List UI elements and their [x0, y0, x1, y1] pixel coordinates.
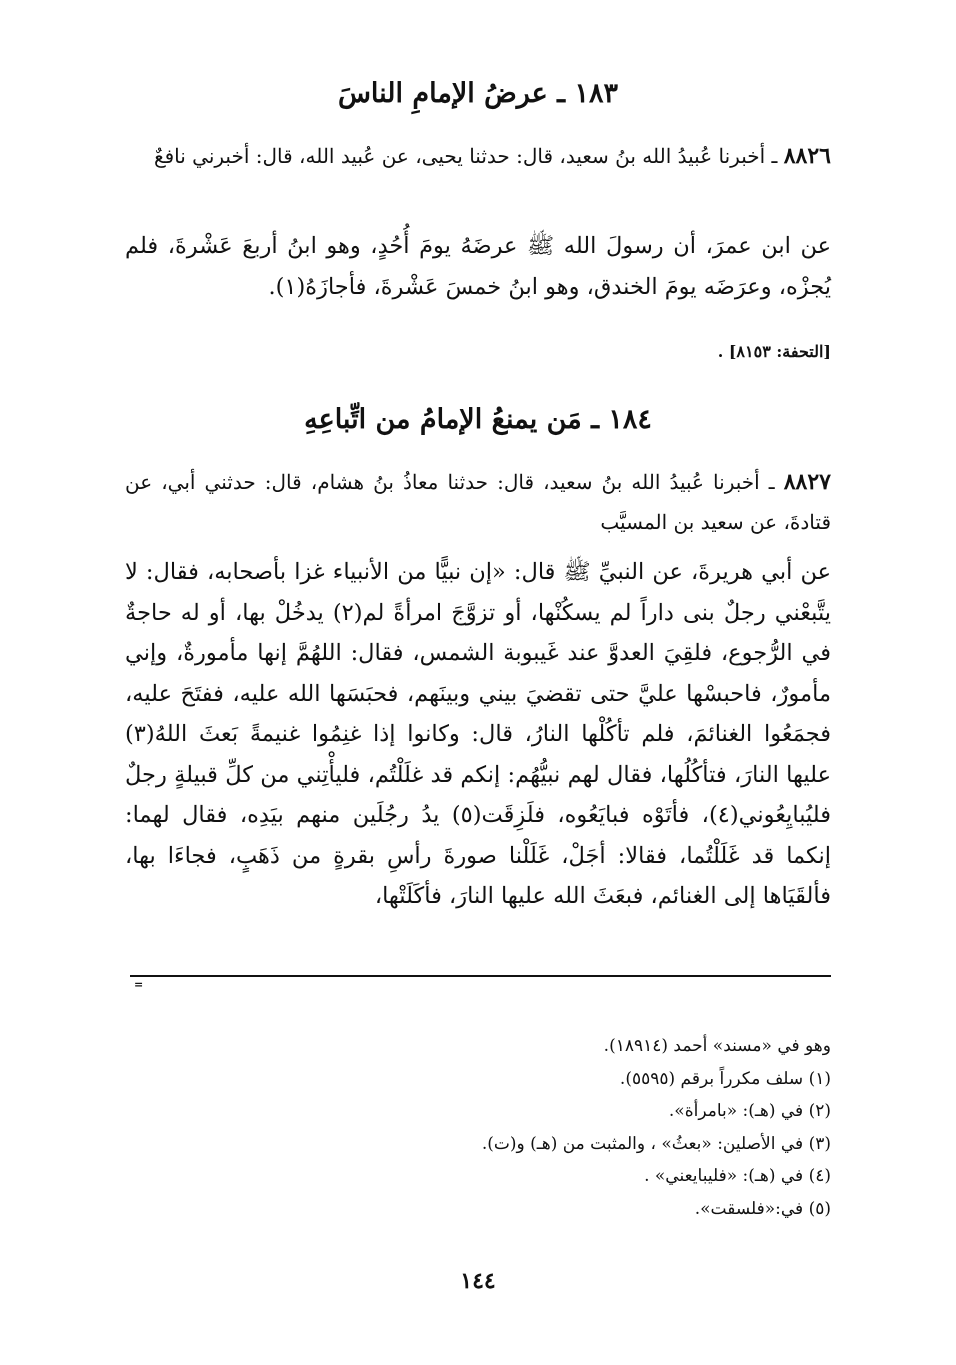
hadith-8826-isnad	[125, 136, 831, 176]
footnote-item: (١) سلف مكرراً برقم (٥٥٩٥).	[619, 1068, 831, 1089]
hadith-8827-isnad	[125, 462, 831, 542]
tuhfa-reference-8826: [التحفة: ٨١٥٣] .	[717, 342, 831, 361]
footnote-item: (٢) في (هـ): «بامرأة».	[668, 1101, 831, 1121]
footnotes	[125, 1030, 831, 1225]
chapter-184-heading: ١٨٤ ـ مَن يمنعُ الإمامُ من اتِّباعِهِ	[304, 404, 652, 435]
hadith-8827-matn: عن أبي هريرةَ، عن النبيِّ ﷺ قال: «إن نبيًّا من الأنبياء غزا بأصحابه، فقال: لا يتَّبعْني رجلٌ بنى داراً لم يسكُنْها، أو تزوَّجَ امرأةً لم(٢) يدخُلْ بها، أو له حاجةٌ في الرُّجوع، فلقِيَ العدوَّ عند غَيبوبة الشمس، فقال: اللهُمَّ إنها مأمورةٌ، وإني مأمورٌ، فاحبسْها عليَّ حتى تقضيَ بيني وبينَهم، فحبَسَها الله عليه، ففتَحَ عليه، فجمَعُوا الغنائمَ، فلم تأكُلْها النارُ، قال: وكانوا إذا غنِمُوا غنيمةً بَعثَ اللهُ(٣) عليها النارَ، فتأكُلُها، فقال لهم نبيُّهُم: إنكم قد غلَلْتُم، فليأْتِني من كلِّ قبيلةٍ رجلٌ فليُبايِعُوني(٤)، فأتَوْه فبايَعُوه، فلَزِقَت(٥) يدُ رجُلَين منهم بيَدِه، فقال لهما: إنكما قد غَلَلْتُما، فقالا: أجَلْ، غَلَلْنا صورةَ رأسِ بقرةٍ من ذَهَبٍ، فجاءَا بها، فألقَيَاها إلى الغنائم، فبعَثَ الله عليها النارَ، فأكَلَتْها،	[125, 559, 831, 909]
footnote-item: وهو في «مسند» أحمد (١٨٩١٤).	[603, 1036, 831, 1056]
footnote-separator	[130, 975, 831, 977]
continuation-mark: =	[134, 978, 144, 991]
hadith-8827-isnad-text: ـ أخبرنا عُبيدُ الله بنُ سعيد، قال: حدثنا معاذُ بنُ هشام، قال: حدثني أبي، عن قتادةَ، عن سعيد بن المسيَّب	[125, 470, 831, 534]
page-number: ١٤٤	[460, 1268, 496, 1294]
footnote-item: (٤) في (هـ): «فليبايعني» .	[644, 1166, 831, 1186]
hadith-8826-isnad-text: ـ أخبرنا عُبيدُ الله بنُ سعيد، قال: حدثنا يحيى، عن عُبيد الله، قال: أخبرني نافعٌ	[153, 144, 778, 168]
hadith-8826-matn: عن ابن عمرَ، أن رسولَ الله ﷺ عرضَهُ يومَ أُحُدٍ، وهو ابنُ أربعَ عَشْرةَ، فلم يُجزْه، وعرَضَه يومَ الخندق، وهو ابنُ خمسَ عَشْرةَ، فأجازَهُ(١).	[125, 233, 831, 300]
footnote-item: (٣) في الأصلين: «بعثُ» ، والمثبت من (هـ) و(ت).	[481, 1133, 831, 1154]
chapter-183-heading: ١٨٣ ـ عرضُ الإمامِ الناسَ	[337, 78, 619, 109]
hadith-8826-number: ٨٨٢٦	[783, 143, 831, 169]
footnote-item: (٥) في:«فلسقت».	[694, 1198, 831, 1219]
hadith-8827-number: ٨٨٢٧	[783, 469, 831, 495]
